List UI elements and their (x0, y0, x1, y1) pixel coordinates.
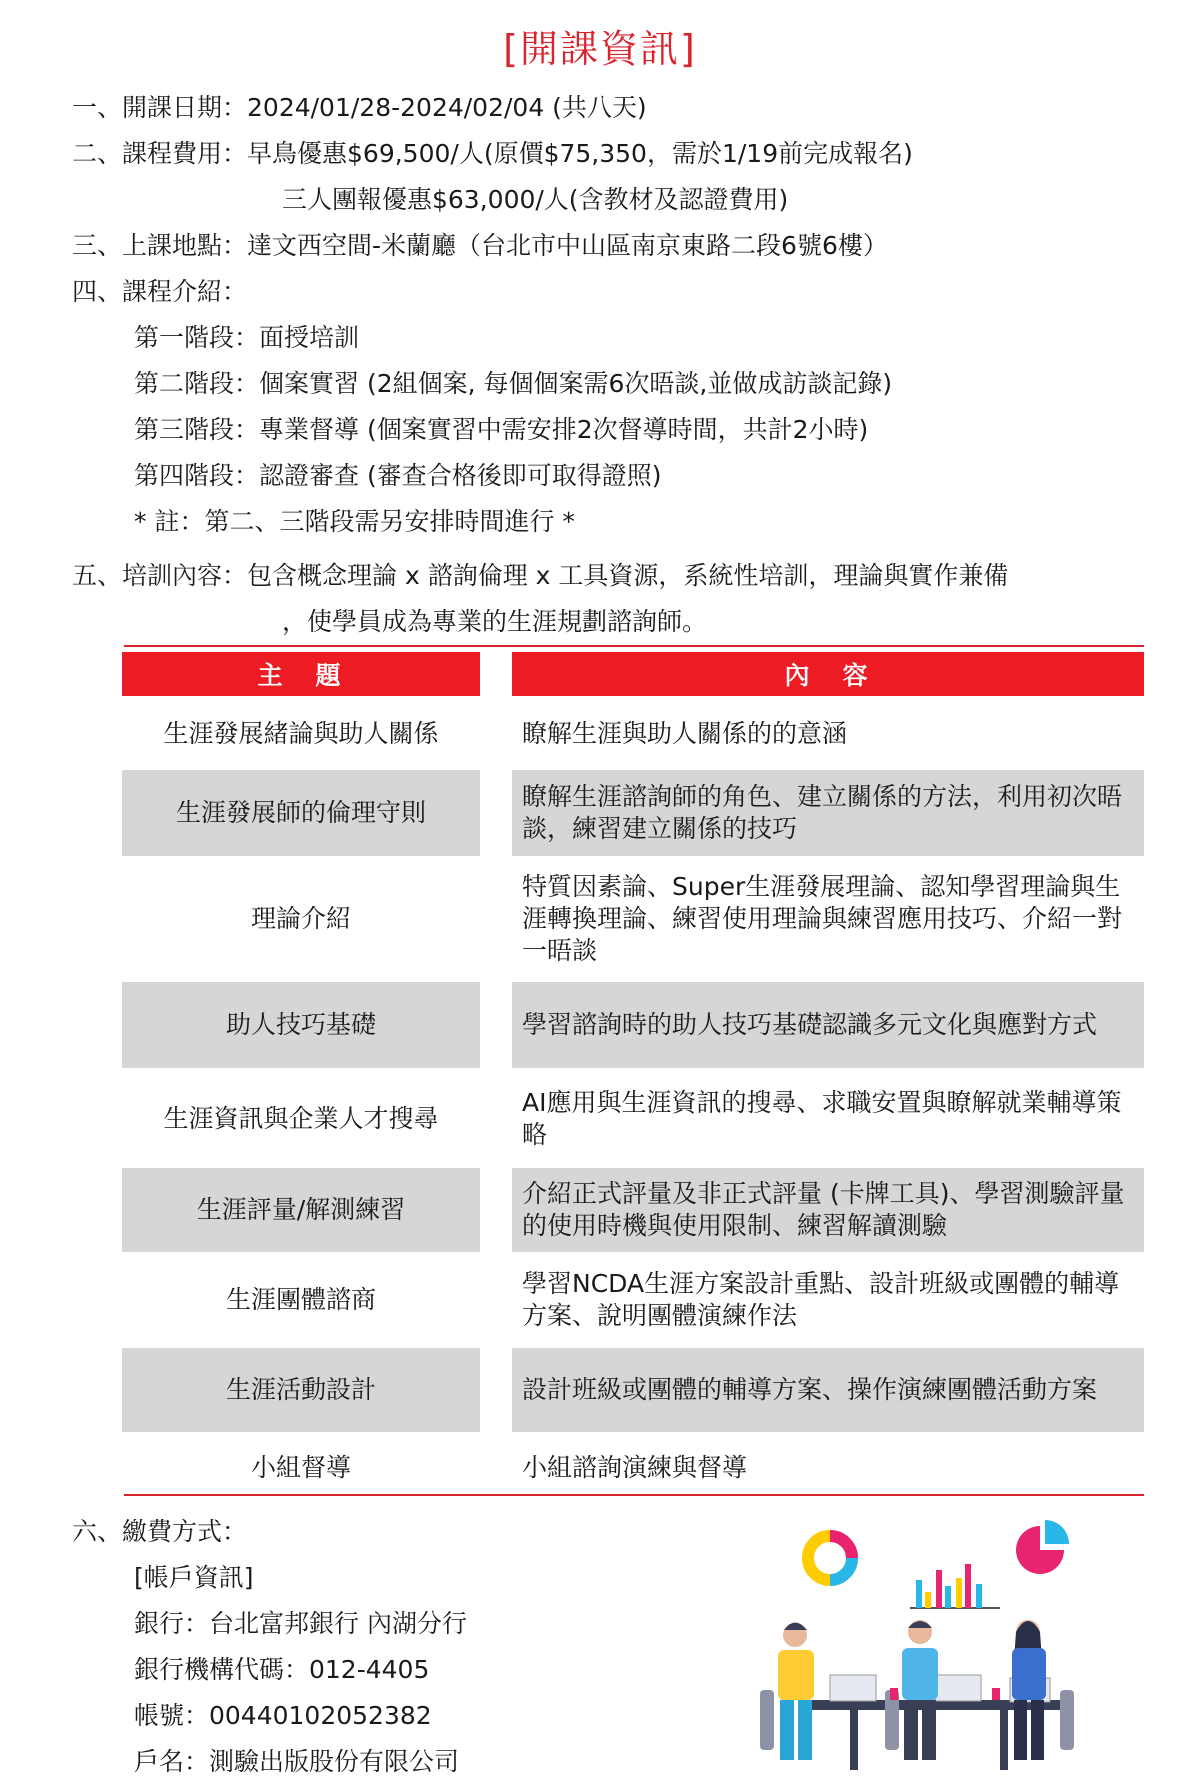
course-date-value: 2024/01/28-2024/02/04 (共八天) (247, 93, 647, 122)
page-title: [開課資訊] (503, 27, 697, 71)
table-row-content: 特質因素論、Super生涯發展理論、認知學習理論與生涯轉換理論、練習使用理論與練習應用技巧、介紹一對一晤談 (522, 872, 1123, 965)
person-icon (778, 1623, 814, 1761)
bank-code: 銀行機構代碼：012-4405 (134, 1655, 430, 1684)
stage-3 (134, 410, 868, 450)
location-line (72, 226, 888, 266)
table-row-topic: 理論介紹 (250, 904, 351, 933)
table-header-topic: 主 題 (122, 652, 480, 696)
stage-4 (134, 456, 661, 496)
stage-value: 個案實習 (2組個案, 每個個案需6次晤談,並做成訪談記錄) (259, 369, 893, 398)
account-number: 帳號：00440102052382 (134, 1701, 432, 1730)
training-value-1: 包含概念理論 x 諮詢倫理 x 工具資源，系統性培訓，理論與實作兼備 (247, 561, 1009, 590)
location-value: 達文西空間-米蘭廳（台北市中山區南京東路二段6號6樓） (247, 231, 888, 260)
location-label: 三、上課地點： (72, 231, 248, 260)
payment-label: 六、繳費方式： (72, 1517, 248, 1546)
bank-name: 銀行：台北富邦銀行 內湖分行 (134, 1609, 467, 1638)
table-row-content: 學習諮詢時的助人技巧基礎認識多元文化與應對方式 (512, 982, 1144, 1068)
stage-note: * 註：第二、三階段需另安排時間進行 * (134, 507, 575, 536)
stage-value: 面授培訓 (259, 323, 360, 352)
stage-1 (134, 318, 359, 358)
account-name: 戶名：測驗出版股份有限公司 (134, 1747, 460, 1776)
stage-label: 第三階段： (134, 415, 260, 444)
table-row-topic: 生涯發展緒論與助人關係 (163, 719, 439, 748)
stage-value: 認證審查 (審查合格後即可取得證照) (259, 461, 662, 490)
team-meeting-illustration (760, 1520, 1090, 1780)
donut-chart-icon (808, 1536, 852, 1580)
stage-value: 專業督導 (個案實習中需安排2次督導時間，共計2小時) (259, 415, 869, 444)
table-header-content: 內 容 (512, 652, 1144, 696)
course-date-line (72, 88, 647, 128)
pie-chart-icon (1016, 1520, 1069, 1574)
table-row-topic: 助人技巧基礎 (122, 982, 480, 1068)
course-fee-label: 二、課程費用： (72, 139, 248, 168)
course-fee-group: 三人團報優惠$63,000/人(含教材及認證費用) (282, 185, 789, 214)
table-top-rule (124, 645, 1144, 647)
bar-chart-icon (910, 1564, 1000, 1608)
table-row-topic: 生涯資訊與企業人才搜尋 (163, 1104, 439, 1133)
stage-2 (134, 364, 892, 404)
table-bottom-rule (124, 1494, 1144, 1496)
table-row-content: 介紹正式評量及非正式評量 (卡牌工具)、學習測驗評量的使用時機與使用限制、練習解讀測驗 (512, 1168, 1144, 1252)
course-fee-early: 早鳥優惠$69,500/人(原價$75,350，需於1/19前完成報名) (247, 139, 913, 168)
person-icon (902, 1620, 938, 1760)
intro-label: 四、課程介紹： (72, 277, 248, 306)
table-row-topic: 生涯評量/解測練習 (122, 1168, 480, 1252)
course-fee-line (72, 134, 913, 174)
training-value-2: ，使學員成為專業的生涯規劃諮詢師。 (282, 607, 708, 636)
person-icon (1012, 1620, 1046, 1760)
stage-label: 第四階段： (134, 461, 260, 490)
stage-label: 第一階段： (134, 323, 260, 352)
table-row-topic: 小組督導 (250, 1453, 351, 1482)
table-row-content: 小組諮詢演練與督導 (522, 1453, 748, 1482)
table-row-content: AI應用與生涯資訊的搜尋、求職安置與瞭解就業輔導策略 (522, 1088, 1122, 1149)
table-row-content: 瞭解生涯與助人關係的的意涵 (522, 719, 848, 748)
table-row-content: 學習NCDA生涯方案設計重點、設計班級或團體的輔導方案、說明團體演練作法 (522, 1269, 1120, 1330)
training-label: 五、培訓內容： (72, 561, 248, 590)
table-row-content: 瞭解生涯諮詢師的角色、建立關係的方法，利用初次晤談，練習建立關係的技巧 (512, 770, 1144, 856)
table-row-topic: 生涯發展師的倫理守則 (122, 770, 480, 856)
table-row-topic: 生涯活動設計 (122, 1348, 480, 1432)
stage-label: 第二階段： (134, 369, 260, 398)
table-row-content: 設計班級或團體的輔導方案、操作演練團體活動方案 (512, 1348, 1144, 1432)
table-row-topic: 生涯團體諮商 (225, 1285, 376, 1314)
account-header: [帳戶資訊] (134, 1563, 254, 1592)
training-line (72, 556, 1008, 596)
course-date-label: 一、開課日期： (72, 93, 248, 122)
